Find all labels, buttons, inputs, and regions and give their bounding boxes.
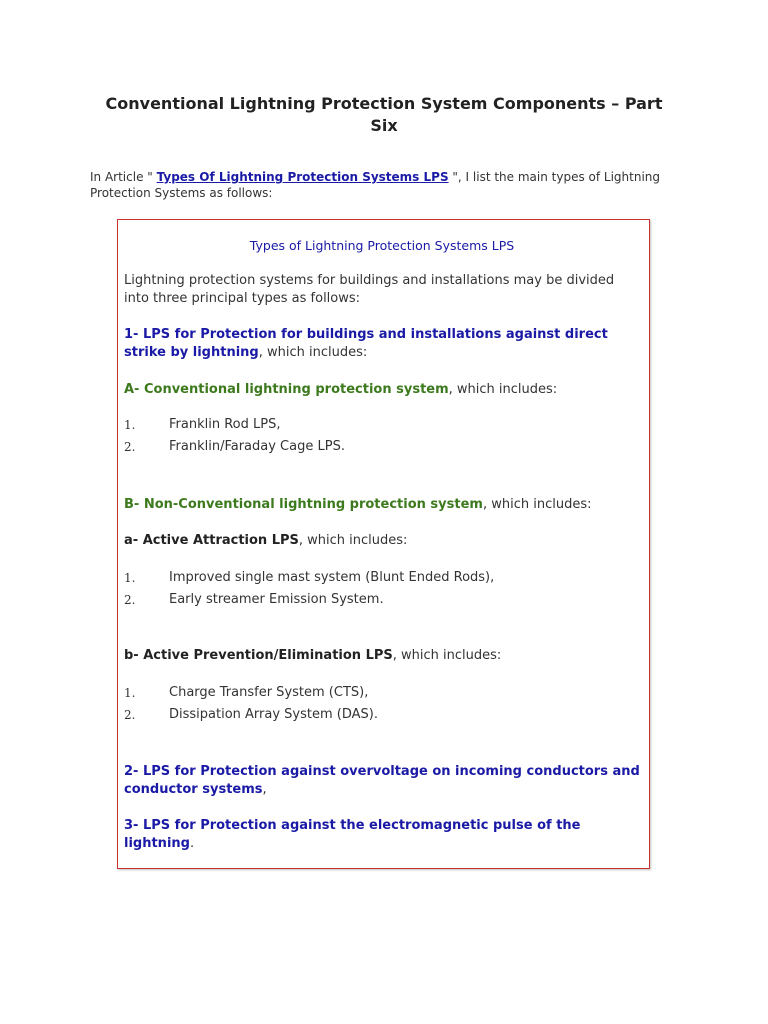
list-item-text: Franklin/Faraday Cage LPS. xyxy=(169,439,345,454)
active-prevention-paragraph xyxy=(124,647,640,665)
article-link[interactable]: Types Of Lightning Protection Systems LPS xyxy=(156,170,449,184)
list-item-number: 2. xyxy=(124,593,136,607)
section-b-label: B- Non-Conventional lightning protection system xyxy=(124,497,483,512)
section-2-label: 2- LPS for Protection against overvoltage on incoming conductors and conductor systems xyxy=(124,764,640,797)
list-item-text: Early streamer Emission System. xyxy=(169,592,384,607)
list-item-number: 1. xyxy=(124,418,136,432)
list-item xyxy=(124,414,640,436)
intro-suffix: ", I list the main types of Lightning Protection Systems as follows: xyxy=(90,170,661,200)
active-attraction-list xyxy=(124,567,640,611)
list-item-number: 2. xyxy=(124,440,136,454)
section-a-rest: , which includes: xyxy=(448,382,558,397)
list-item xyxy=(124,589,640,611)
list-item xyxy=(124,704,640,726)
section-3-rest: . xyxy=(189,836,195,851)
list-item xyxy=(124,682,640,704)
intro-paragraph xyxy=(90,169,680,201)
section-3-label: 3- LPS for Protection against the electromagnetic pulse of the lightning xyxy=(124,818,581,851)
section-3-paragraph xyxy=(124,817,640,853)
section-1-rest: , which includes: xyxy=(258,345,368,360)
active-prevention-rest: , which includes: xyxy=(392,648,502,663)
panel-intro-paragraph: Lightning protection systems for buildings and installations may be divided into three principal types as follows: xyxy=(124,273,615,306)
active-attraction-label: a- Active Attraction LPS xyxy=(124,533,299,548)
list-item-text: Franklin Rod LPS, xyxy=(169,417,281,432)
conventional-lps-list xyxy=(124,414,640,458)
section-b-rest: , which includes: xyxy=(482,497,592,512)
list-item-number: 1. xyxy=(124,686,136,700)
lps-types-panel xyxy=(117,219,650,869)
panel-heading: Types of Lightning Protection Systems LPS xyxy=(249,238,515,253)
list-item-text: Charge Transfer System (CTS), xyxy=(169,685,369,700)
list-item-text: Dissipation Array System (DAS). xyxy=(169,707,378,722)
list-item xyxy=(124,436,640,458)
active-attraction-paragraph xyxy=(124,532,640,550)
list-item-number: 2. xyxy=(124,708,136,722)
list-item-number: 1. xyxy=(124,571,136,585)
section-2-rest: , xyxy=(262,782,267,797)
section-b-paragraph xyxy=(124,496,640,514)
section-1-paragraph xyxy=(124,326,640,362)
page-title: Conventional Lightning Protection System Components – Part Six xyxy=(105,94,663,135)
active-prevention-label: b- Active Prevention/Elimination LPS xyxy=(124,648,393,663)
active-attraction-rest: , which includes: xyxy=(298,533,408,548)
section-a-label: A- Conventional lightning protection system xyxy=(124,382,449,397)
list-item-text: Improved single mast system (Blunt Ended Rods), xyxy=(169,570,495,585)
active-prevention-list xyxy=(124,682,640,726)
section-a-paragraph xyxy=(124,381,640,399)
section-1-label: 1- LPS for Protection for buildings and installations against direct strike by lightning xyxy=(124,327,608,360)
intro-prefix: In Article " xyxy=(90,170,157,184)
list-item xyxy=(124,567,640,589)
section-2-paragraph xyxy=(124,763,640,799)
